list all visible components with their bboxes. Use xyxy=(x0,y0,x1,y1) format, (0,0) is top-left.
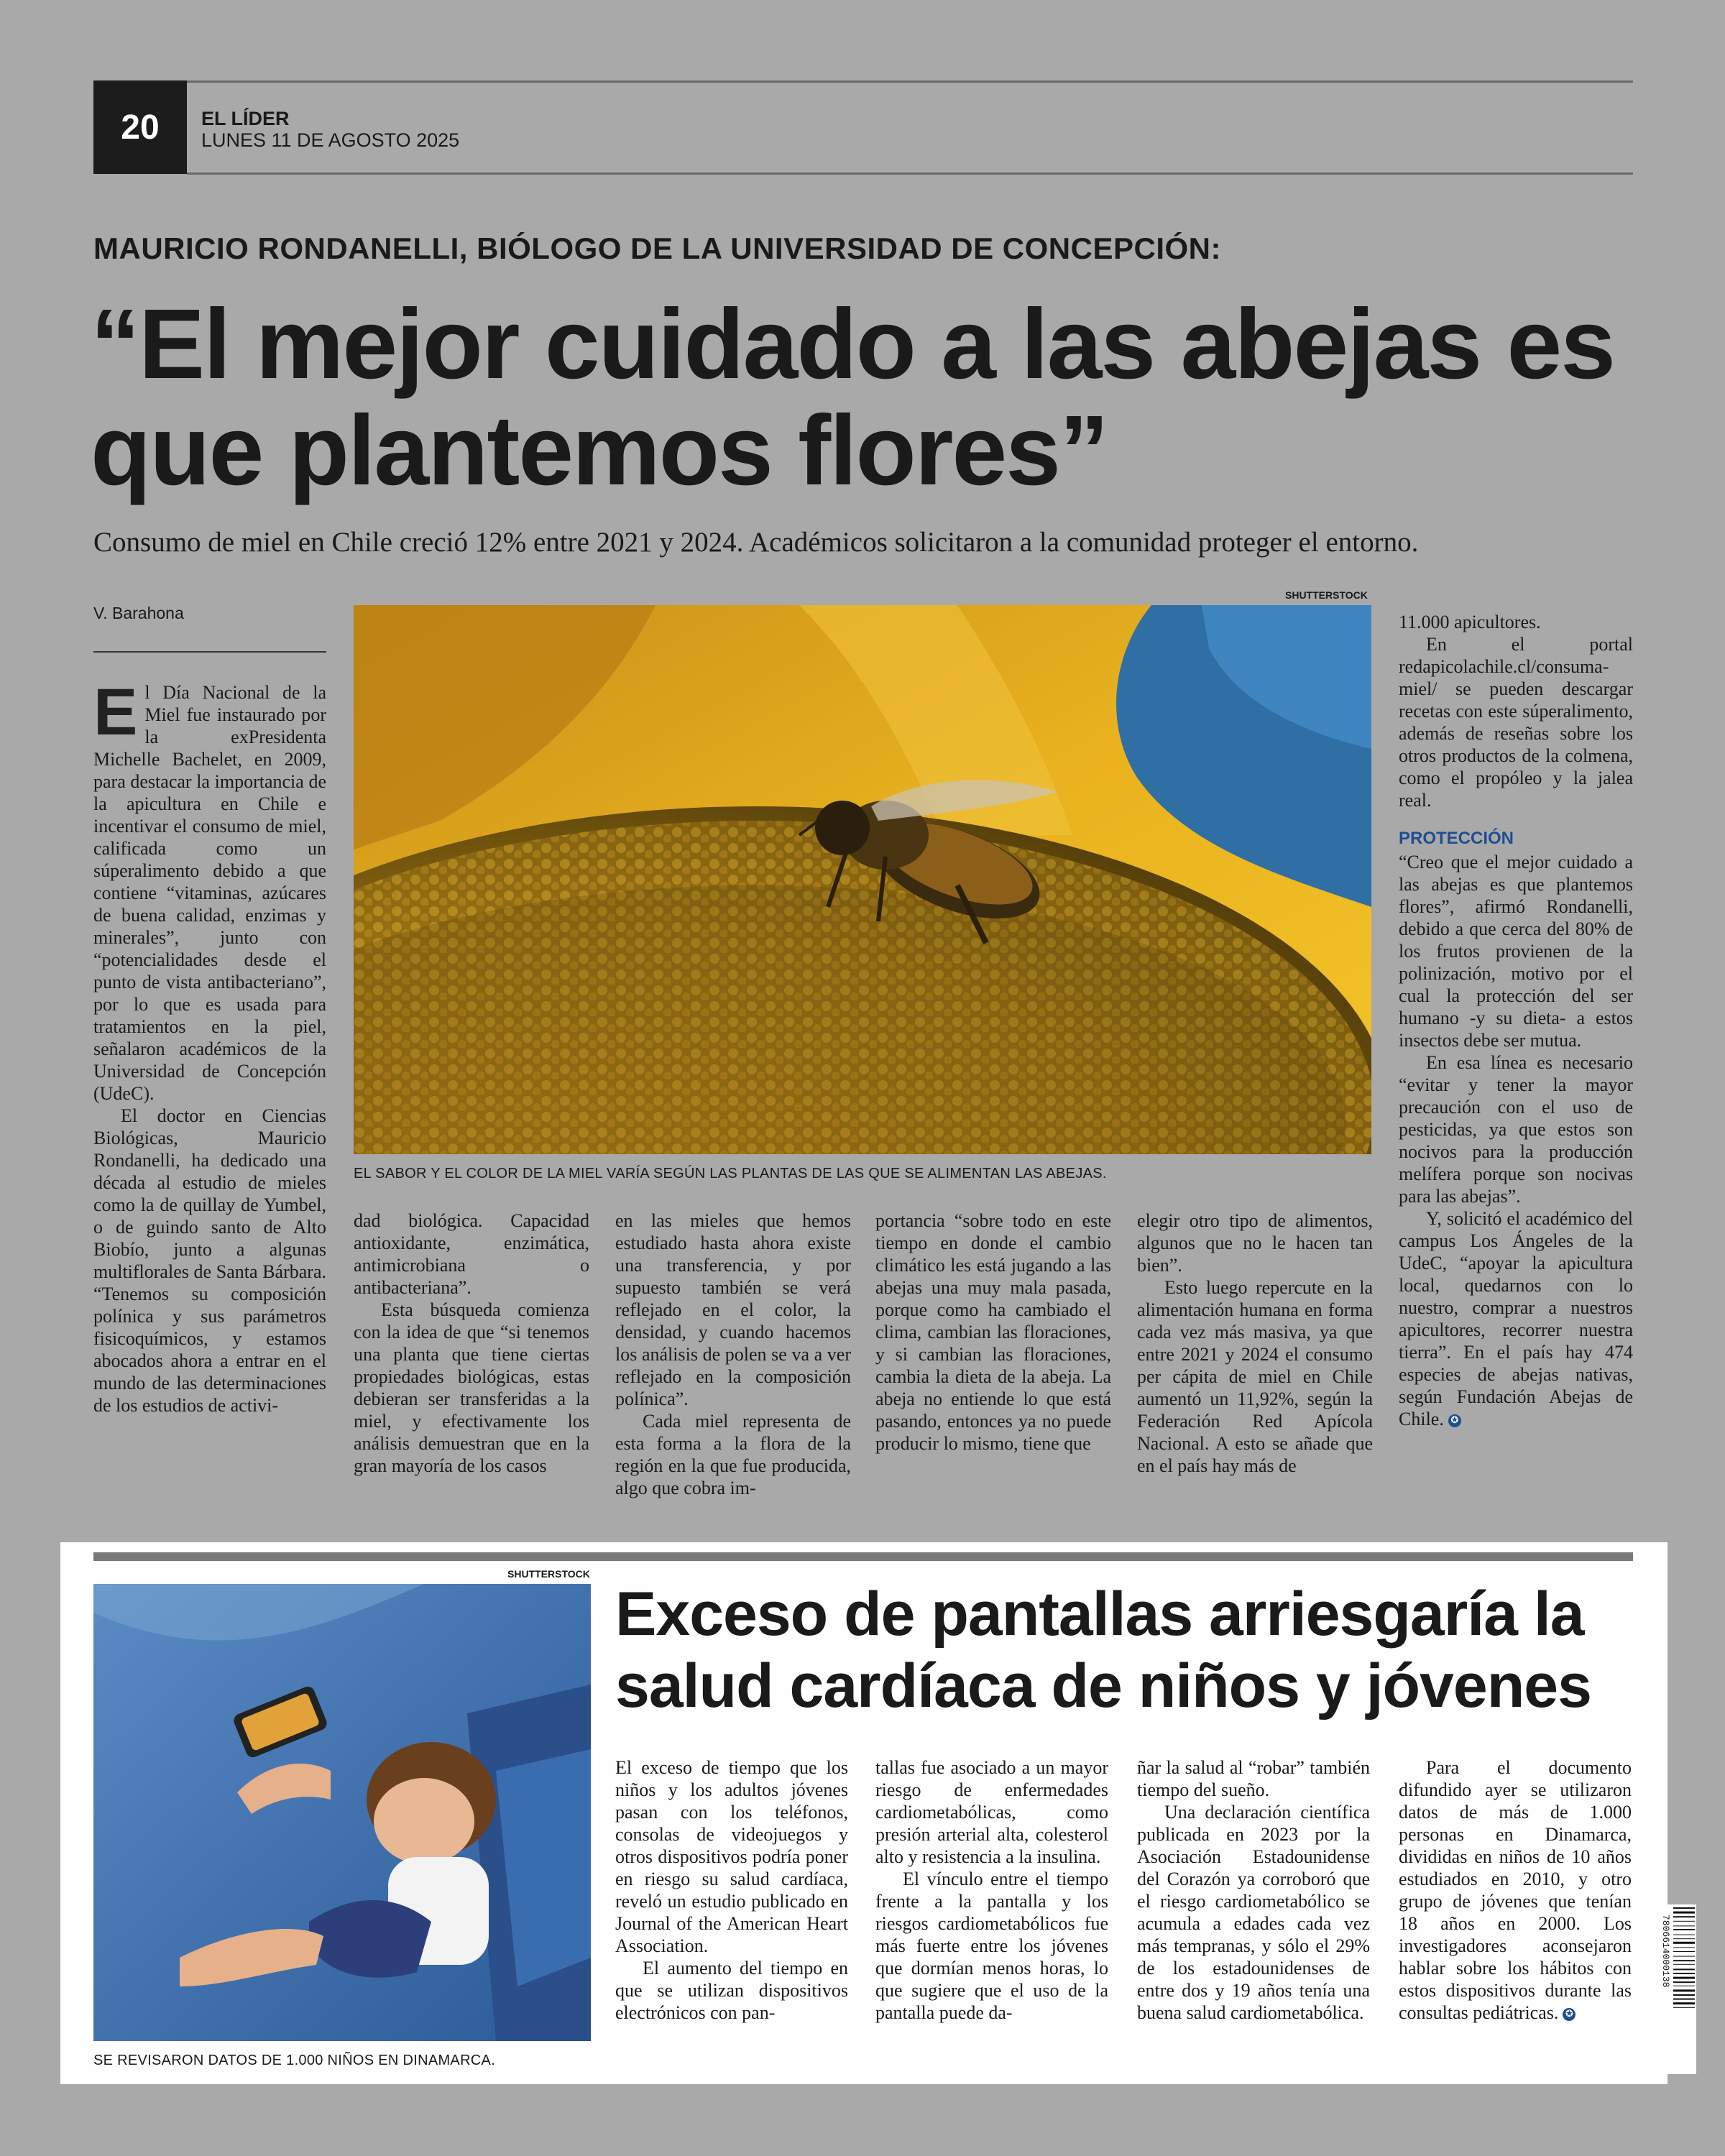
photo-credit: SHUTTERSTOCK xyxy=(507,1568,590,1580)
paragraph: Una declaración científica publicada en 2023 por la Asociación Estadounidense del Corazón ya corroboró que el riesgo cardiometabólico se acumula a edades cada vez más tempranas, y sólo el 29% de los estadounidenses de entre dos y 19 años tenía una buena salud cardiometabólica. xyxy=(1137,1802,1370,2023)
paragraph: Y, solicitó el académico del campus Los Ángeles de la UdeC, “apoyar la apicultura local, quedarnos con lo nuestro, comprar a nuestros apicultores, recorrer nuestra tierra”. En el país hay 474 especies de abejas nativas, según Fundación Abejas de Chile. xyxy=(1399,1208,1633,1429)
paragraph: en las mieles que hemos estudiado hasta ahora existe una transferencia, y por supuesto también se verá reflejado en el color, la densidad, y cuando hacemos los análisis de polen se va a ver reflejado en la composición polínica”. xyxy=(615,1210,851,1409)
bee-photo xyxy=(354,605,1371,1154)
paragraph: Esto luego repercute en la alimentación humana en forma cada vez más masiva, ya que entre 2021 y 2024 el consumo per cápita de miel en Chile aumentó un 11,92%, según la Federación Red Apícola Nacional. A esto se añade que en el país hay más de xyxy=(1137,1277,1373,1476)
issue-date: LUNES 11 DE AGOSTO 2025 xyxy=(201,129,460,151)
paragraph: ñar la salud al “robar” también tiempo del sueño. xyxy=(1137,1757,1370,1800)
box-top-rule xyxy=(93,1552,1633,1561)
paragraph: Para el documento difundido ayer se utilizaron datos de más de 1.000 personas en Dinamarca, divididas en niños de 10 años estudiados en 2010, y otro grupo de jóvenes que tenían 18 años en 2000. Los investigadores aconsejaron hablar sobre los hábitos con estos dispositivos durante las consultas pediátricas. xyxy=(1399,1757,1632,2023)
byline: V. Barahona xyxy=(93,604,184,622)
paragraph: Cada miel representa de esta forma a la flora de la región en la que fue producida, algo que cobra im- xyxy=(615,1411,851,1498)
paragraph: En esa línea es necesario “evitar y tener la mayor precaución con el uso de pesticidas, ya que estos son nocivos para la producción melífera porque son nocivas para las abejas”. xyxy=(1399,1052,1633,1207)
top-rule xyxy=(93,80,1633,83)
end-mark-icon: ✪ xyxy=(1448,1414,1461,1427)
article-column-1 xyxy=(93,676,326,1416)
paragraph: El exceso de tiempo que los niños y los adultos jóvenes pasan con los teléfonos, consolas de videojuegos y otros dispositivos podría poner en riesgo su salud cardíaca, reveló un estudio publicado en Journal of the American Heart Association. xyxy=(615,1757,848,1956)
paragraph: El vínculo entre el tiempo frente a la pantalla y los riesgos cardiometabólicos fue más fuerte entre los jóvenes que dormían menos horas, lo que sugiere que el uso de la pantalla puede da- xyxy=(875,1869,1108,2023)
article-column-6 xyxy=(1399,611,1633,1430)
article-column-4 xyxy=(875,1210,1111,1455)
end-mark-icon: ✪ xyxy=(1563,2008,1576,2021)
photo-credit: SHUTTERSTOCK xyxy=(1285,589,1368,601)
secondary-column-4 xyxy=(1399,1756,1632,2024)
photo-caption: EL SABOR Y EL COLOR DE LA MIEL VARÍA SEGÚN LAS PLANTAS DE LAS QUE SE ALIMENTAN LAS ABEJAS. xyxy=(354,1166,1107,1181)
secondary-column-1 xyxy=(615,1756,848,2024)
barcode xyxy=(1657,1904,1696,2074)
byline-rule xyxy=(93,651,326,653)
page-number: 20 xyxy=(93,80,187,174)
article-column-5 xyxy=(1137,1210,1373,1477)
paragraph: El doctor en Ciencias Biológicas, Mauricio Rondanelli, ha dedicado una década al estudio de mieles como la de quillay de Yumbel, o de guindo santo de Alto Biobío, junto a algunas multiflorales de Santa Bárbara. “Tenemos su composición polínica y sus parámetros fisicoquímicos, y estamos abocados ahora a entrar en el mundo de las determinaciones de los estudios de activi- xyxy=(93,1105,326,1416)
secondary-column-3 xyxy=(1137,1756,1370,2024)
photo-caption: SE REVISARON DATOS DE 1.000 NIÑOS EN DINAMARCA. xyxy=(93,2053,496,2068)
paragraph: En el portal redapicolachile.cl/consuma-miel/ se pueden descargar recetas con este súperalimento, además de reseñas sobre los otros productos de la colmena, como el propóleo y la jalea real. xyxy=(1399,634,1633,811)
paragraph: 11.000 apicultores. xyxy=(1399,612,1541,632)
paragraph: Esta búsqueda comienza con la idea de que “si tenemos una planta que tiene ciertas propiedades biológicas, estas debieran ser transferidas a la miel, y efectivamente los análisis demuestran que en la gran mayoría de los casos xyxy=(354,1299,589,1476)
drop-cap: E xyxy=(93,676,138,749)
section-heading: PROTECCIÓN xyxy=(1399,829,1514,848)
article-headline: “El mejor cuidado a las abejas es que plantemos flores” xyxy=(91,289,1614,506)
secondary-column-2 xyxy=(875,1756,1108,2024)
article-column-2 xyxy=(354,1210,589,1477)
child-with-phone-photo xyxy=(93,1584,591,2041)
paragraph: El aumento del tiempo en que se utilizan dispositivos electrónicos con pan- xyxy=(615,1958,848,2023)
barcode-number: 7806614000138 xyxy=(1660,1915,1671,1988)
paragraph: elegir otro tipo de alimentos, algunos que no le hacen tan bien”. xyxy=(1137,1210,1373,1276)
paragraph: portancia “sobre todo en este tiempo en donde el cambio climático les está jugando a las abejas una muy mala pasada, porque como ha cambiado el clima, cambian las floraciones, y si cambian las floraciones, cambia la dieta de la abeja. La abeja no entiende lo que está pasando, entonces ya no puede producir lo mismo, tiene que xyxy=(875,1210,1111,1454)
paragraph: dad biológica. Capacidad antioxidante, enzimática, antimicrobiana o antibacteriana”. xyxy=(354,1210,589,1298)
paper-name: EL LÍDER xyxy=(201,108,290,129)
paragraph: “Creo que el mejor cuidado a las abejas es que plantemos flores”, afirmó Rondanelli, debido a que cerca del 80% de los frutos provienen de la polinización, motivo por el cual la protección del ser humano -y su dieta- a estos insectos debe ser mutua. xyxy=(1399,852,1633,1051)
article-column-3 xyxy=(615,1210,851,1499)
header-rule xyxy=(187,172,1633,175)
paragraph: tallas fue asociado a un mayor riesgo de enfermedades cardiometabólicas, como presión arterial alta, colesterol alto y resistencia a la insulina. xyxy=(875,1757,1108,1867)
article-kicker: MAURICIO RONDANELLI, BIÓLOGO DE LA UNIVERSIDAD DE CONCEPCIÓN: xyxy=(93,231,1221,265)
secondary-headline: Exceso de pantallas arriesgaría la salud cardíaca de niños y jóvenes xyxy=(615,1580,1591,1720)
paragraph: l Día Nacional de la Miel fue instaurado por la exPresidenta Michelle Bachelet, en 2009, para destacar la importancia de la apicultura en Chile e incentivar el consumo de miel, calificada como un súperalimento debido a que contiene “vitaminas, azúcares de buena calidad, enzimas y minerales”, junto con “potencialidades desde el punto de vista antibacteriano”, por lo que es usada para tratamientos en la piel, señalaron académicos de la Universidad de Concepción (UdeC). xyxy=(93,682,326,1104)
article-subhead: Consumo de miel en Chile creció 12% entre 2021 y 2024. Académicos solicitaron a la comunidad proteger el entorno. xyxy=(93,527,1419,558)
